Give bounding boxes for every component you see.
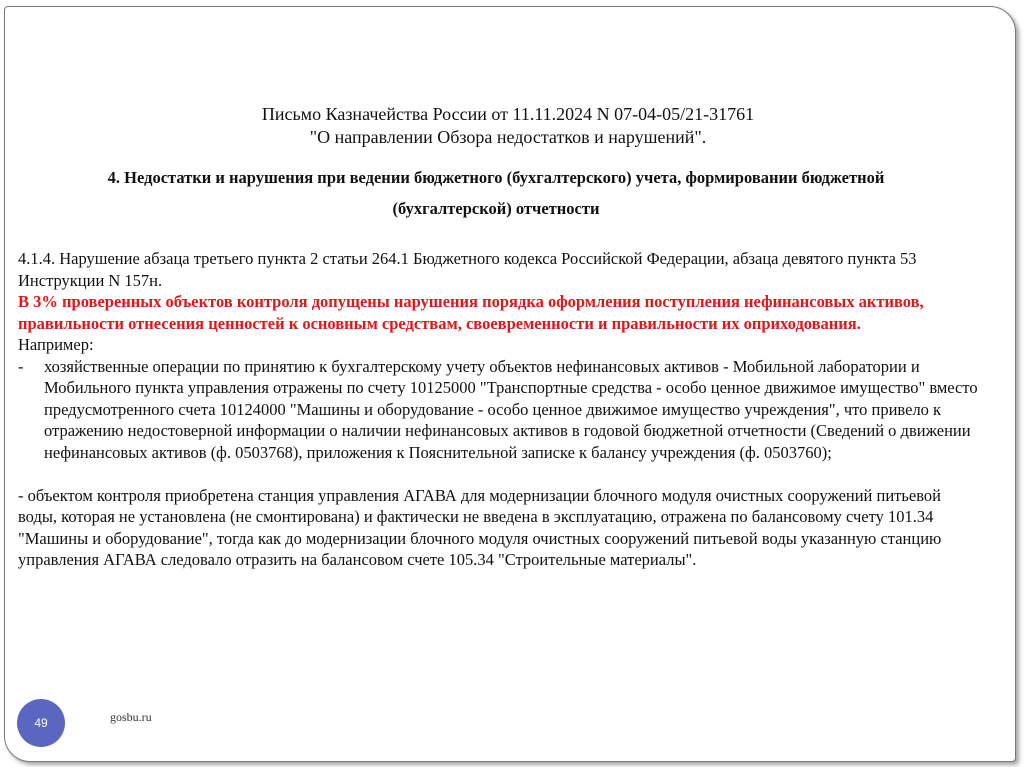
list-item xyxy=(18,356,978,464)
section-heading xyxy=(26,162,966,224)
example-label: Например: xyxy=(18,335,94,354)
section-heading-line-1: 4. Недостатки и нарушения при ведении бюджетного (бухгалтерского) учета, формировании бюджетной xyxy=(107,168,885,187)
list-item-text: хозяйственные операции по принятию к бухгалтерскому учету объектов нефинансовых активов - Мобильной лаборатории и Мобильного пункта управления отражены по счету 10125000 "Транспортные средства - особо ценное движимое имущество" вместо предусмотренного счета 10124000 "Машины и оборудование - особо ценное движимое имущество учреждения", что привело к отражению недостоверной информации о наличии нефинансовых активов в годовой бюджетной отчетности (Сведений о движении нефинансовых активов (ф. 0503768), приложения к Пояснительной записке к балансу учреждения (ф. 0503760); xyxy=(44,356,978,462)
list-item-2: - объектом контроля приобретена станция управления АГАВА для модернизации блочного модуля очистных сооружений питьевой воды, которая не установлена (не смонтирована) и фактически не введена в эксплуатацию, отражена по балансовому счету 101.34 "Машины и оборудование", тогда как до модернизации блочного модуля очистных сооружений питьевой воды указанную станцию управления АГАВА следовало отразить на балансовом счете 105.34 "Строительные материалы". xyxy=(18,485,942,569)
intro-paragraph: 4.1.4. Нарушение абзаца третьего пункта 2 статьи 264.1 Бюджетного кодекса Российской Федерации, абзаца девятого пункта 53 Инструкции N 157н. xyxy=(18,249,917,290)
page-number-badge xyxy=(17,699,65,747)
slide-body xyxy=(18,248,978,571)
title-line-2: "О направлении Обзора недостатков и нарушений". xyxy=(309,127,707,147)
list-dash: - xyxy=(18,356,24,376)
section-heading-line-2: (бухгалтерской) отчетности xyxy=(392,199,600,218)
highlight-paragraph: В 3% проверенных объектов контроля допущены нарушения порядка оформления поступления нефинансовых активов, правильности отнесения ценностей к основным средствам, своевременности и правильности их оприходования. xyxy=(18,292,924,333)
title-line-1: Письмо Казначейства России от 11.11.2024 N 07-04-05/21-31761 xyxy=(261,104,755,124)
letter-title xyxy=(0,103,1024,149)
footer-site: gosbu.ru xyxy=(110,710,152,724)
page-number: 49 xyxy=(34,716,48,730)
spacer xyxy=(18,463,978,485)
